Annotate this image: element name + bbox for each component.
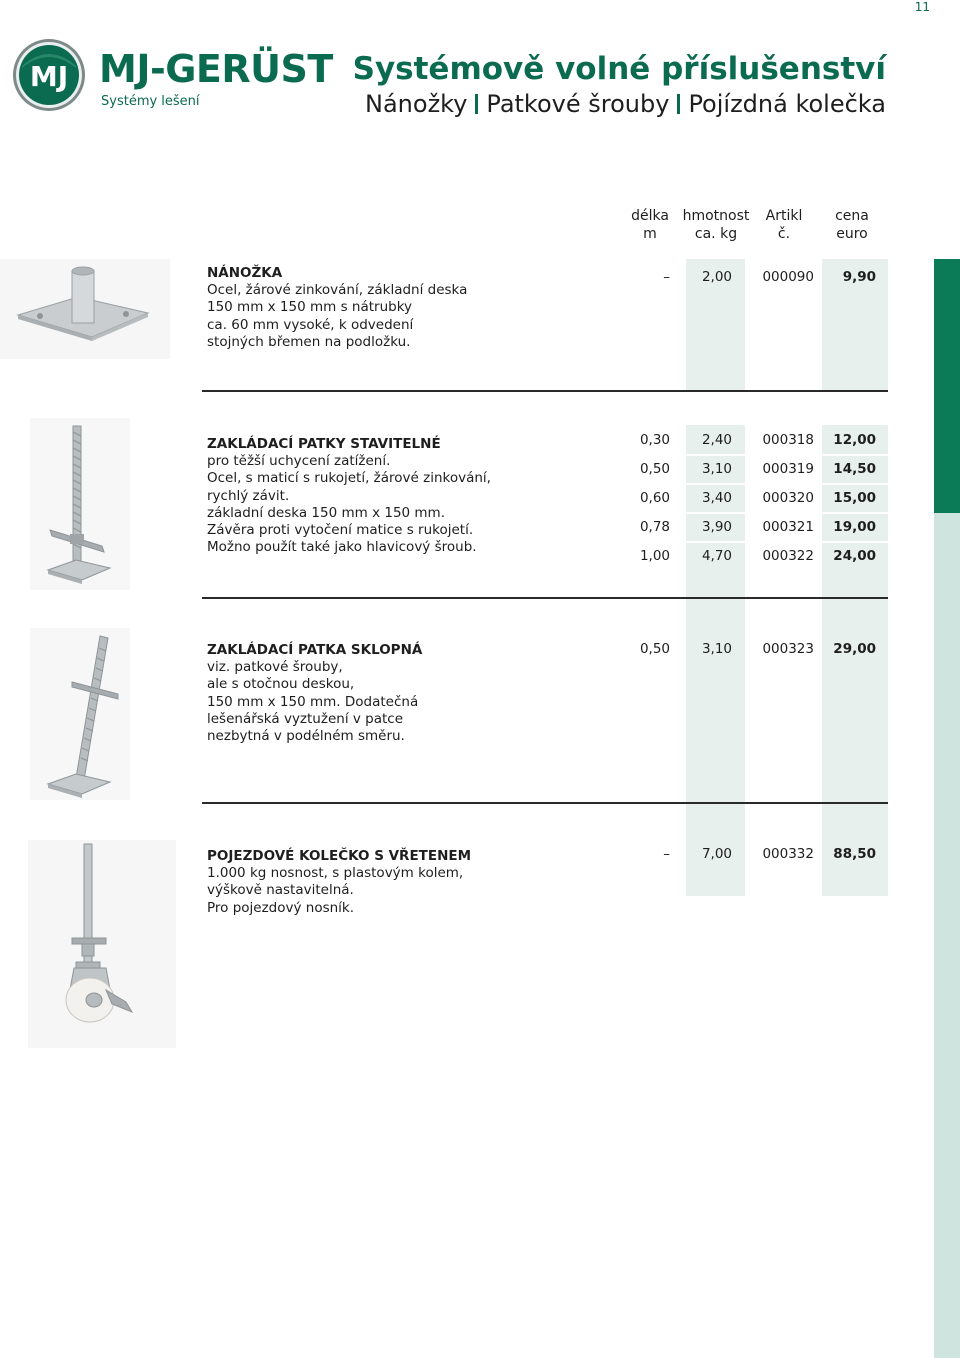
column-header-weight: hmotnost ca. kg: [682, 208, 750, 242]
cell-weight: 4,70: [701, 548, 732, 564]
column-header-price: cena euro: [835, 208, 869, 242]
price-column-shade: [822, 599, 888, 802]
page-title: Systémově volné příslušenství: [352, 51, 886, 87]
cell-price: 19,00: [833, 519, 876, 535]
section-divider: [202, 390, 888, 392]
cell-price: 88,50: [833, 846, 876, 862]
brand-name: MJ-GERÜST: [99, 47, 333, 91]
cell-length: 0,50: [639, 461, 670, 477]
product-title: NÁNOŽKA: [207, 265, 283, 281]
column-header-length: délka m: [631, 208, 669, 242]
cell-article: 000318: [762, 432, 814, 448]
row-separator: [686, 454, 888, 456]
subtitle-separator: [475, 94, 478, 114]
product-description: Ocel, žárové zinkování, základní deska 150 mm x 150 mm s nátrubky ca. 60 mm vysoké, k odvedení stojných břemen na podložku.: [207, 282, 468, 350]
product-image-adjustable-base-jack: [30, 418, 130, 590]
subtitle-separator: [677, 94, 680, 114]
cell-article: 000320: [762, 490, 814, 506]
brand-tagline: Systémy lešení: [101, 94, 200, 109]
cell-article: 000323: [762, 641, 814, 657]
product-title: ZAKLÁDACÍ PATKA SKLOPNÁ: [207, 642, 423, 658]
cell-article: 000332: [762, 846, 814, 862]
product-image-base-plate: [0, 259, 170, 359]
subtitle-part-1: Nánožky: [365, 90, 468, 118]
cell-length: –: [663, 269, 670, 285]
cell-price: 14,50: [833, 461, 876, 477]
cell-article: 000321: [762, 519, 814, 535]
cell-article: 000090: [762, 269, 814, 285]
cell-article: 000319: [762, 461, 814, 477]
cell-price: 29,00: [833, 641, 876, 657]
cell-weight: 3,10: [701, 641, 732, 657]
price-column-shade: [822, 425, 888, 597]
column-header-article: Artikl č.: [765, 208, 803, 242]
page-subtitle: [365, 92, 886, 116]
product-image-castor-wheel: [28, 840, 176, 1048]
section-divider: [202, 802, 888, 804]
row-separator: [686, 541, 888, 543]
cell-length: 0,50: [639, 641, 670, 657]
row-separator: [686, 512, 888, 514]
logo-monogram: MJ: [29, 60, 69, 93]
cell-length: 0,60: [639, 490, 670, 506]
cell-weight: 3,10: [701, 461, 732, 477]
product-image-tilting-base-jack: [30, 628, 130, 800]
brand-logo: [12, 38, 86, 112]
cell-weight: 2,40: [701, 432, 732, 448]
cell-weight: 7,00: [701, 846, 732, 862]
cell-length: 0,30: [639, 432, 670, 448]
row-separator: [686, 483, 888, 485]
side-bar-light: [934, 513, 960, 1358]
cell-price: 9,90: [842, 269, 876, 285]
product-title: POJEZDOVÉ KOLEČKO S VŘETENEM: [207, 848, 472, 864]
product-description: 1.000 kg nosnost, s plastovým kolem, výškově nastavitelná. Pro pojezdový nosník.: [207, 865, 464, 916]
side-bar-accent: [934, 259, 960, 513]
cell-price: 12,00: [833, 432, 876, 448]
cell-price: 15,00: [833, 490, 876, 506]
cell-length: –: [663, 846, 670, 862]
product-description: viz. patkové šrouby, ale s otočnou deskou, 150 mm x 150 mm. Dodatečná lešenářská vyztužení v patce nezbytná v podélném směru.: [207, 659, 419, 745]
cell-length: 0,78: [639, 519, 670, 535]
product-title: ZAKLÁDACÍ PATKY STAVITELNÉ: [207, 436, 441, 452]
weight-column-shade: [686, 425, 745, 597]
cell-weight: 2,00: [701, 269, 732, 285]
subtitle-part-3: Pojízdná kolečka: [688, 90, 886, 118]
section-divider: [202, 597, 888, 599]
cell-length: 1,00: [639, 548, 670, 564]
product-description: pro těžší uchycení zatížení. Ocel, s maticí s rukojetí, žárové zinkování, rychlý závit. základní deska 150 mm x 150 mm. Závěra proti vytočení matice s rukojetí. Možno použít také jako hlavicový šroub.: [207, 453, 491, 556]
page-number: 11: [914, 0, 930, 14]
cell-article: 000322: [762, 548, 814, 564]
cell-price: 24,00: [833, 548, 876, 564]
cell-weight: 3,40: [701, 490, 732, 506]
weight-column-shade: [686, 599, 745, 802]
subtitle-part-2: Patkové šrouby: [486, 90, 670, 118]
cell-weight: 3,90: [701, 519, 732, 535]
